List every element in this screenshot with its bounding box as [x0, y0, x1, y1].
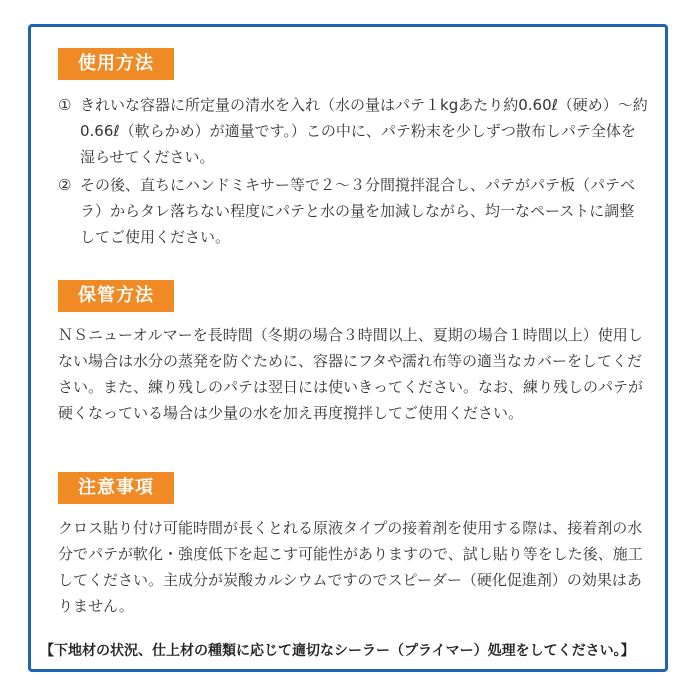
usage-heading: 使用方法: [78, 53, 154, 74]
footer-note: 【下地材の状況、仕上材の種類に応じて適切なシーラー（プライマー）処理をしてください。】: [40, 643, 635, 659]
step-marker: ①: [58, 96, 72, 114]
usage-heading-badge: [58, 48, 174, 80]
cautions-heading: 注意事項: [78, 477, 154, 498]
usage-step-2: [58, 172, 648, 250]
usage-list: [58, 92, 648, 250]
storage-heading: 保管方法: [78, 285, 154, 306]
cautions-heading-badge: [58, 472, 174, 504]
storage-heading-badge: [58, 280, 174, 312]
cautions-text: クロス貼り付け可能時間が長くとれる原液タイプの接着剤を使用する際は、接着剤の水分でパテが軟化・強度低下を起こす可能性がありますので、試し貼り等をした後、施工してください。主成分が炭酸カルシウムですのでスピーダー（硬化促進剤）の効果はありません。: [58, 519, 643, 615]
usage-step-1: [58, 92, 648, 170]
step-text: きれいな容器に所定量の清水を入れ（水の量はパテ１kgあたり約0.60ℓ（硬め）～約0.66ℓ（軟らかめ）が適量です。）この中に、パテ粉末を少しずつ散布しパテ全体を湿らせてください。: [80, 96, 648, 166]
step-text: その後、直ちにハンドミキサー等で２～３分間撹拌混合し、パテがパテ板（パテベラ）からタレ落ちない程度にパテと水の量を加減しながら、均一なペーストに調整してご使用ください。: [80, 176, 636, 246]
storage-text: ＮＳニューオルマーを長時間（冬期の場合３時間以上、夏期の場合１時間以上）使用しない場合は水分の蒸発を防ぐために、容器にフタや濡れ布等の適当なカバーをしてください。また、練り残しのパテは翌日には使いきってください。なお、練り残しのパテが硬くなっている場合は少量の水を加え再度撹拌してご使用ください。: [58, 326, 644, 422]
step-marker: ②: [58, 176, 72, 194]
